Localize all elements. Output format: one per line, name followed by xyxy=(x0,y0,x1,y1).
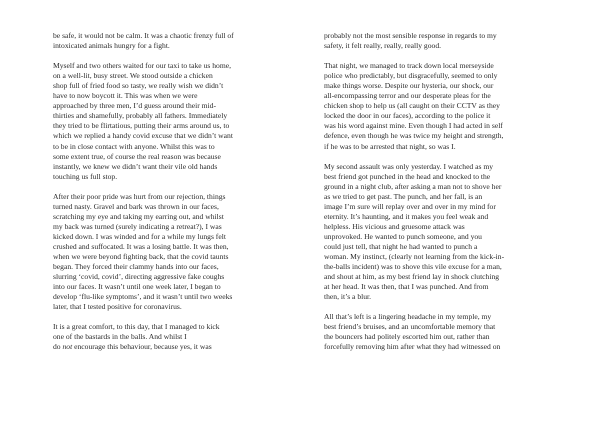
paragraph xyxy=(53,31,266,51)
text-line: After their poor pride was hurt from our rejection, things xyxy=(53,191,226,201)
text-line: they tried to be flirtatious, putting their arms around us, to xyxy=(53,121,230,131)
text-line: instantly, we knew we didn’t want their vile old hands xyxy=(53,161,218,171)
text-line: woman. My instinct, (clearly not learning from the kick-in- xyxy=(324,252,505,262)
paragraph xyxy=(324,61,544,151)
paragraph xyxy=(324,312,544,352)
text-line: kicked down. I was winded and for a while my lungs felt xyxy=(53,231,226,241)
text-line: touching us full stop. xyxy=(53,171,118,181)
text-line: intoxicated animals hungry for a fight. xyxy=(53,41,170,51)
text-line: police who predictably, but disgracefully, seemed to only xyxy=(324,71,498,81)
text-line: have to now boycott it. This was when we were xyxy=(53,91,198,101)
text-line: could just tell, that night he had wanted to punch a xyxy=(324,241,478,251)
text-line: make things worse. Despite our hysteria, our shock, our xyxy=(324,81,494,91)
text-line: my back was turned (surely indicating a retreat?), I was xyxy=(53,221,222,231)
paragraph xyxy=(324,162,544,303)
text-line: My second assault was only yesterday. I watched as my xyxy=(324,161,494,171)
text-line: do not encourage this behaviour, because yes, it was xyxy=(53,342,212,352)
text-line: image I’m sure will replay over and over in my mind for xyxy=(324,201,496,211)
text-line: the bouncers had politely escorted him out, rather than xyxy=(324,332,490,342)
text-line: It is a great comfort, to this day, that I managed to kick xyxy=(53,322,220,332)
text-line: eternity. It’s haunting, and it makes you feel weak and xyxy=(324,211,489,221)
text-line: slurring ‘covid, covid’, directing aggressive fake coughs xyxy=(53,272,225,282)
text-line: at her head. It was then, that I was punched. And from xyxy=(324,282,489,292)
text-line: into our faces. It wasn’t until one week later, I began to xyxy=(53,282,221,292)
text-line: That night, we managed to track down local merseyside xyxy=(324,61,494,71)
left-page xyxy=(53,31,266,363)
text-line: safety, it felt really, really, really good. xyxy=(324,41,442,51)
text-line: the-balls incident) was to shove this vile excuse for a man, xyxy=(324,262,502,272)
text-line: on a well-lit, busy street. We stood outside a chicken xyxy=(53,71,213,81)
text-line: if he was to be arrested that night, so was I. xyxy=(324,141,456,151)
text-line: as we tried to get past. The punch, and her fall, is an xyxy=(324,191,483,201)
text-line: all-encompassing terror and our desperate pleas for the xyxy=(324,91,491,101)
text-line: which we replied a handy covid excuse that we didn’t want xyxy=(53,131,233,141)
text-line: helpless. His vicious and gruesome attack was xyxy=(324,221,465,231)
text-line: Myself and two others waited for our taxi to take us home, xyxy=(53,61,231,71)
text-line: crushed and suffocated. It was a losing battle. It was then, xyxy=(53,241,229,251)
paragraph xyxy=(53,192,266,313)
text-line: thirties and shamefully, probably all fathers. Immediately xyxy=(53,111,228,121)
text-line: best friend’s bruises, and an uncomfortable memory that xyxy=(324,322,496,332)
text-line: one of the bastards in the balls. And whilst I xyxy=(53,332,187,342)
text-line: probably not the most sensible response in regards to my xyxy=(324,31,497,40)
paragraph xyxy=(53,322,266,352)
text-line: develop ‘flu-like symptoms’, and it wasn’t until two weeks xyxy=(53,292,233,302)
text-line: locked the door in our faces), according to the police it xyxy=(324,111,491,121)
text-line: turned nasty. Gravel and bark was thrown in our faces, xyxy=(53,201,219,211)
emphasis: not xyxy=(62,342,73,352)
page-gutter xyxy=(298,0,299,425)
text-line: was his word against mine. Even though I had acted in self xyxy=(324,121,503,131)
text-line: shop full of fried food so tasty, we really wish we didn’t xyxy=(53,81,224,91)
text-line: unprovoked. He wanted to punch someone, and you xyxy=(324,231,482,241)
text-line: began. They forced their clammy hands into our faces, xyxy=(53,262,219,272)
text-line: approached by three men, I’d guess around their mid- xyxy=(53,101,216,111)
text-line: All that’s left is a lingering headache in my temple, my xyxy=(324,312,492,322)
text-line: some extent true, of course the real reason was because xyxy=(53,151,221,161)
paragraph xyxy=(324,31,544,51)
text-line: best friend got punched in the head and knocked to the xyxy=(324,171,491,181)
right-page xyxy=(324,31,544,363)
text-line: forcefully removing him after what they had witnessed on xyxy=(324,342,501,352)
text-line: then, it’s a blur. xyxy=(324,292,372,302)
text-line: scratching my eye and taking my earring out, and whilst xyxy=(53,211,224,221)
text-line: when we were beyond fighting back, that the covid taunts xyxy=(53,252,229,262)
text-line: to be in close contact with anyone. Whilst this was to xyxy=(53,141,215,151)
text-line: ground in a night club, after asking a man not to shove her xyxy=(324,181,502,191)
paragraph xyxy=(53,61,266,182)
text-line: defence, even though he was twice my height and strength, xyxy=(324,131,504,141)
text-line: chicken shop to help us (all caught on their CCTV as they xyxy=(324,101,500,111)
text-line: later, that I tested positive for coronavirus. xyxy=(53,302,182,312)
text-line: be safe, it would not be calm. It was a chaotic frenzy full of xyxy=(53,31,234,40)
text-line: and shout at him, as my best friend lay in shock clutching xyxy=(324,272,500,282)
